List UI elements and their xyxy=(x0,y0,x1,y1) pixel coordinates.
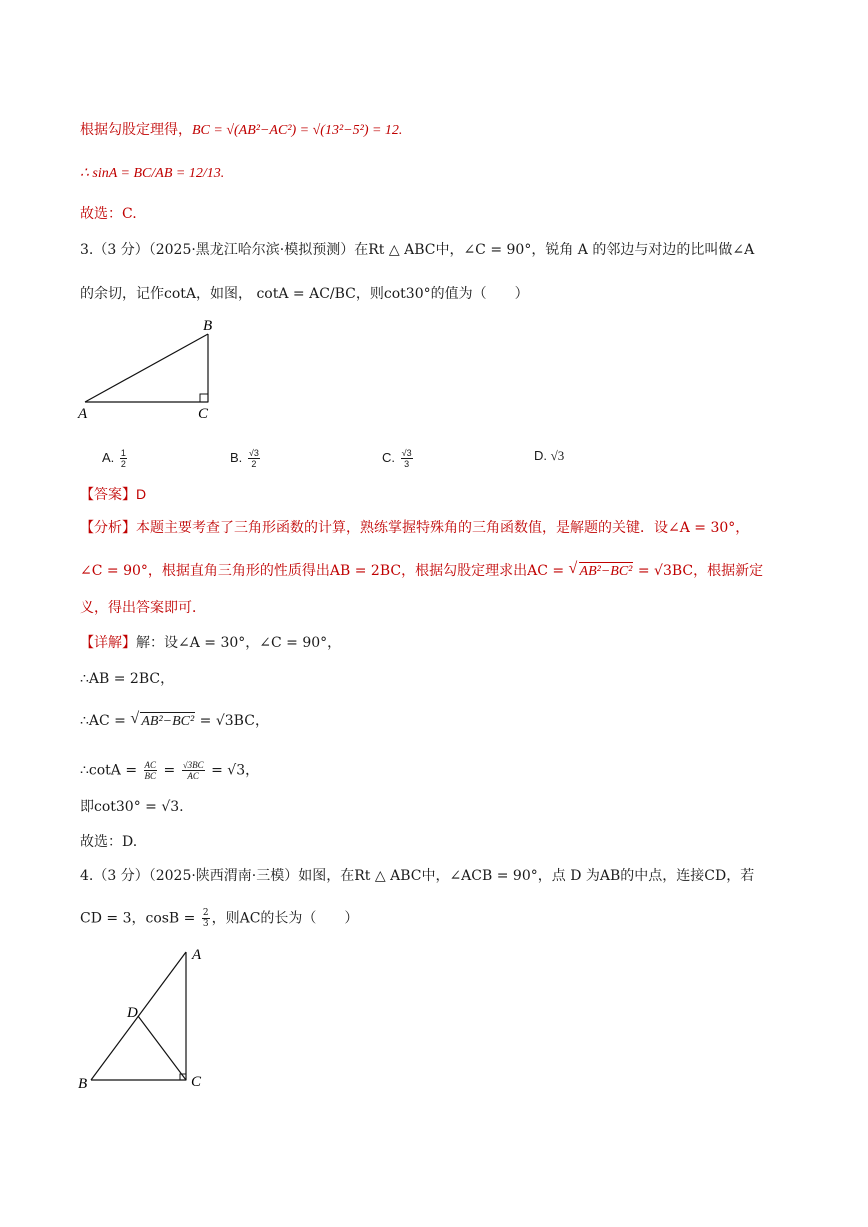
q3-triangle-figure xyxy=(70,312,230,424)
q3-option-c[interactable]: C. $\frac{√3}{3}$ xyxy=(382,448,412,469)
q4-number: 4. xyxy=(80,868,94,884)
q3-number: 3. xyxy=(80,242,94,258)
q4-triangle-figure xyxy=(72,940,222,1098)
q4-source: （2025·陕西渭南·三模） xyxy=(148,868,299,884)
q4-median-cd xyxy=(138,1016,186,1080)
q4-label-d: D xyxy=(127,1005,138,1021)
q3-option-a[interactable]: A. $\frac{1}{2}$ xyxy=(102,448,126,469)
q3-analysis-line-3: 义，得出答案即可． xyxy=(80,600,206,616)
q4-stem-line-1: 4.（3 分）（2025·陕西渭南·三模）如图，在Rt △ ABC中，∠ACB = 90°，点 D 为AB的中点，连接CD，若 xyxy=(80,868,755,884)
q3-detail-line-2: ∴AB = 2BC， xyxy=(80,671,175,687)
sine-formula: ∴ sinA = BC/AB = 12/13. xyxy=(80,166,225,181)
right-angle-mark xyxy=(200,394,208,402)
q3-answer: 【答案】D xyxy=(80,486,147,503)
q4-label-b: B xyxy=(78,1076,88,1092)
q3-label-b: B xyxy=(203,318,213,334)
q4-label-c: C xyxy=(191,1074,202,1090)
q3-label-a: A xyxy=(78,406,88,422)
q3-choice: 故选：D. xyxy=(80,834,138,850)
q4-score: （3 分） xyxy=(93,868,149,884)
q3-detail-line-4: ∴cotA = $\frac{AC}{BC}$ = $\frac{√3BC}{AC}$ = √3， xyxy=(80,760,260,781)
prev-solution-line-1: 根据勾股定理得，BC = √(AB²−AC²) = √(13²−5²) = 12. xyxy=(80,122,403,138)
q4-stem-line-2: CD = 3，cosB = $\frac{2}{3}$ ，则AC的长为（ ） xyxy=(80,908,359,929)
pythagoras-formula: BC = √(AB²−AC²) = √(13²−5²) = 12. xyxy=(192,123,403,138)
q3-detail-line-3: ∴AC = √ AB²−BC² = √3BC， xyxy=(80,710,269,729)
q3-stem-line-1: 3.（3 分）（2025·黑龙江哈尔滨·模拟预测）在Rt △ ABC中，∠C = 90°，锐角 A 的邻边与对边的比叫做∠A xyxy=(80,242,755,258)
prev-solution-line-2 xyxy=(80,163,224,184)
q4-label-a: A xyxy=(192,947,202,963)
q3-detail-line-5: 即cot30° = √3. xyxy=(80,799,184,815)
q3-score: （3 分） xyxy=(93,242,149,258)
q3-option-d[interactable]: D. √3 xyxy=(534,448,565,463)
q3-detail-line-1: 【详解】解：设∠A = 30°，∠C = 90°， xyxy=(80,635,342,651)
q3-source: （2025·黑龙江哈尔滨·模拟预测） xyxy=(148,242,355,258)
q3-side-ab xyxy=(85,334,208,402)
q3-analysis-line-1: 【分析】本题主要考查了三角形函数的计算，熟练掌握特殊角的三角函数值，是解题的关键．设∠A = 30°， xyxy=(80,520,750,536)
q3-stem-line-2: 的余切，记作cotA，如图， cotA = AC/BC，则cot30°的值为（ ） xyxy=(80,286,529,302)
q3-analysis-line-2: ∠C = 90°，根据直角三角形的性质得出AB = 2BC，根据勾股定理求出AC = √ AB²−BC² = √3BC，根据新定 xyxy=(80,560,764,579)
q3-label-c: C xyxy=(198,406,209,422)
prev-solution-choice: 故选：C. xyxy=(80,206,137,222)
q3-option-b[interactable]: B. $\frac{√3}{2}$ xyxy=(230,448,259,469)
